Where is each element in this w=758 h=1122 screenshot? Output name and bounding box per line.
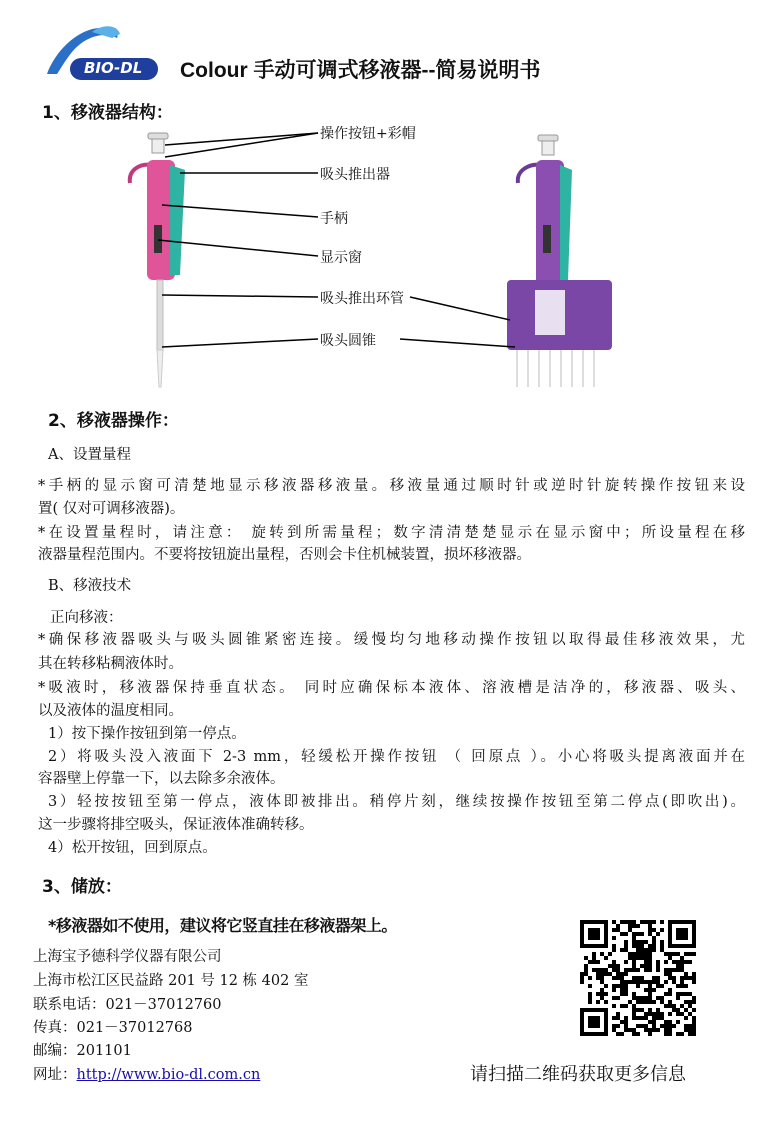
page-title: Colour 手动可调式移液器--简易说明书 — [180, 59, 541, 82]
paragraph-line: *吸液时，移液器保持垂直状态。 同时应确保标本液体、溶液槽是洁净的，移液器、吸头、 — [38, 680, 745, 696]
section-1-heading: 1、移液器结构： — [42, 103, 173, 123]
company-name: 上海宝予德科学仪器有限公司 — [33, 949, 222, 965]
label-tip-cone: 吸头圆锥 — [320, 333, 376, 349]
step-2: 2）将吸头没入液面下 2-3 mm，轻缓松开操作按钮 （ 回原点 ）。小心将吸头提离液面并在 — [48, 749, 745, 765]
section-2-heading: 2、移液器操作： — [48, 411, 179, 431]
storage-note: *移液器如不使用，建议将它竖直挂在移液器架上。 — [48, 916, 397, 935]
step-1: 1）按下操作按钮到第一停点。 — [48, 726, 246, 742]
paragraph-line: *在设置量程时，请注意： 旋转到所需量程；数字清清楚楚显示在显示窗中；所设量程在移 — [38, 525, 745, 541]
step-4: 4）松开按钮，回到原点。 — [48, 840, 217, 856]
paragraph-line: 这一步骤将排空吸头，保证液体准确转移。 — [38, 817, 314, 833]
paragraph-line: 其在转移粘稠液体时。 — [38, 656, 183, 672]
label-tip-ejector: 吸头推出器 — [320, 167, 390, 183]
website-label: 网址： — [33, 1067, 77, 1083]
bio-dl-logo — [42, 22, 167, 82]
paragraph-line: 液器量程范围内。不要将按钮旋出量程，否则会卡住机械装置，损坏移液器。 — [38, 547, 531, 563]
subsection-a-heading: A、设置量程 — [48, 447, 131, 463]
phone: 联系电话：021－37012760 — [33, 997, 222, 1013]
paragraph-line: *确保移液器吸头与吸头圆锥紧密连接。缓慢均匀地移动操作按钮以取得最佳移液效果，尤 — [38, 632, 745, 648]
paragraph-line: 容器壁上停靠一下，以去除多余液体。 — [38, 771, 285, 787]
label-handle: 手柄 — [320, 211, 348, 227]
paragraph-line: *手柄的显示窗可清楚地显示移液器移液量。移液量通过顺时针或逆时针旋转操作按钮来设 — [38, 478, 745, 494]
paragraph-line: 以及液体的温度相同。 — [38, 703, 183, 719]
section-3-heading: 3、储放： — [42, 877, 122, 897]
paragraph-line: 置( 仅对可调移液器)。 — [38, 501, 185, 517]
qr-code — [580, 920, 696, 1036]
subsection-b-heading: B、移液技术 — [48, 578, 132, 594]
logo-text: BIO-DL — [84, 59, 143, 77]
label-display-window: 显示窗 — [320, 250, 362, 266]
label-button-cap: 操作按钮+彩帽 — [320, 126, 416, 142]
company-address: 上海市松江区民益路 201 号 12 栋 402 室 — [33, 973, 309, 989]
website — [33, 1063, 260, 1084]
website-link[interactable]: http://www.bio-dl.com.cn — [76, 1067, 261, 1083]
postcode: 邮编：201101 — [33, 1043, 132, 1059]
forward-pipetting-label: 正向移液： — [50, 610, 123, 626]
qr-caption: 请扫描二维码获取更多信息 — [470, 1064, 686, 1085]
label-ejector-sleeve: 吸头推出环管 — [320, 291, 404, 307]
fax: 传真：021－37012768 — [33, 1020, 193, 1036]
step-3: 3）轻按按钮至第一停点，液体即被排出。稍停片刻，继续按操作按钮至第二停点(即吹出)。 — [48, 794, 745, 810]
